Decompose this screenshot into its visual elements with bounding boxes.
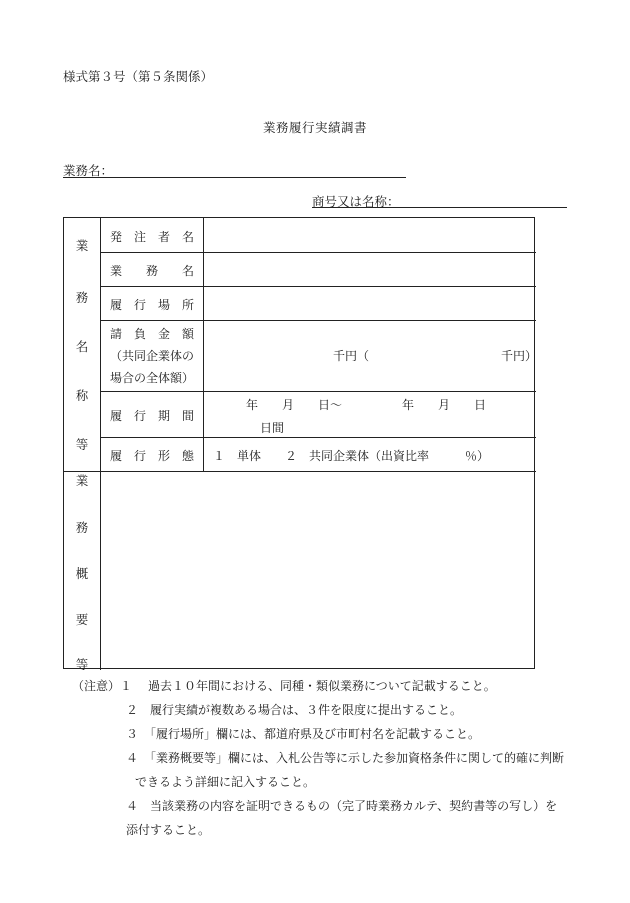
left-header-char: 務 xyxy=(75,290,89,305)
note-2: ２ 履行実績が複数ある場合は、３件を限度に提出すること。 xyxy=(126,703,463,717)
row-divider xyxy=(100,286,536,287)
left-header-char: 名 xyxy=(75,339,89,354)
row-divider xyxy=(100,391,536,392)
left-header-char: 業 xyxy=(75,238,89,253)
contract-amount-value: 千円（ 千円） xyxy=(333,349,538,363)
left-header-char: 等 xyxy=(75,657,89,672)
note-4: ４ 「業務概要等」欄には、入札公告等に示した参加資格条件に関して的確に判断 xyxy=(126,751,565,765)
note-5: ４ 当該業務の内容を証明できるもの（完了時業務カルテ、契約書等の写し）を xyxy=(126,799,558,813)
record-table xyxy=(63,217,538,672)
company-name-underline xyxy=(312,207,567,208)
contract-amount-label-2: （共同企業体の xyxy=(110,349,195,363)
row-divider xyxy=(100,320,536,321)
form-type-value: １ 単体 ２ 共同企業体（出資比率 ％） xyxy=(213,449,490,463)
contract-amount-label: 請 負 金 額 xyxy=(110,327,195,341)
document-title: 業務履行実績調書 xyxy=(262,120,367,135)
note-4-cont: できるよう詳細に記入すること。 xyxy=(135,775,316,789)
location-label: 履 行 場 所 xyxy=(110,298,195,312)
left-header-char: 等 xyxy=(75,437,89,452)
row-divider xyxy=(100,252,536,253)
note-3: ３ 「履行場所」欄には、都道府県及び市町村名を記載すること。 xyxy=(126,727,481,741)
notes-label: （注意）１ xyxy=(72,679,133,693)
section-divider xyxy=(64,471,536,472)
left-header-char: 概 xyxy=(75,566,89,581)
period-value: 年 月 日～ 年 月 日 xyxy=(246,398,487,412)
company-name-label: 商号又は名称： xyxy=(312,194,400,209)
orderer-label: 発 注 者 名 xyxy=(110,230,195,244)
left-header-char: 務 xyxy=(75,520,89,535)
note-1: 過去１０年間における、同種・類似業務について記載すること。 xyxy=(148,679,496,693)
col-divider-2 xyxy=(203,218,204,471)
row-divider xyxy=(100,437,536,438)
left-header-char: 要 xyxy=(75,612,89,627)
project-name-label: 業務名： xyxy=(63,163,114,178)
form-number: 様式第３号（第５条関係） xyxy=(63,69,214,84)
left-header-char: 業 xyxy=(75,473,89,488)
period-label: 履 行 期 間 xyxy=(110,409,195,423)
period-days: 日間 xyxy=(260,421,285,435)
contract-amount-label-3: 場合の全体額） xyxy=(110,371,195,385)
left-header-char: 称 xyxy=(75,388,89,403)
project-name-underline xyxy=(63,177,406,178)
form-type-label: 履 行 形 態 xyxy=(110,449,195,463)
note-5-cont: 添付すること。 xyxy=(126,823,211,837)
project-name-row-label: 業 務 名 xyxy=(110,264,195,278)
